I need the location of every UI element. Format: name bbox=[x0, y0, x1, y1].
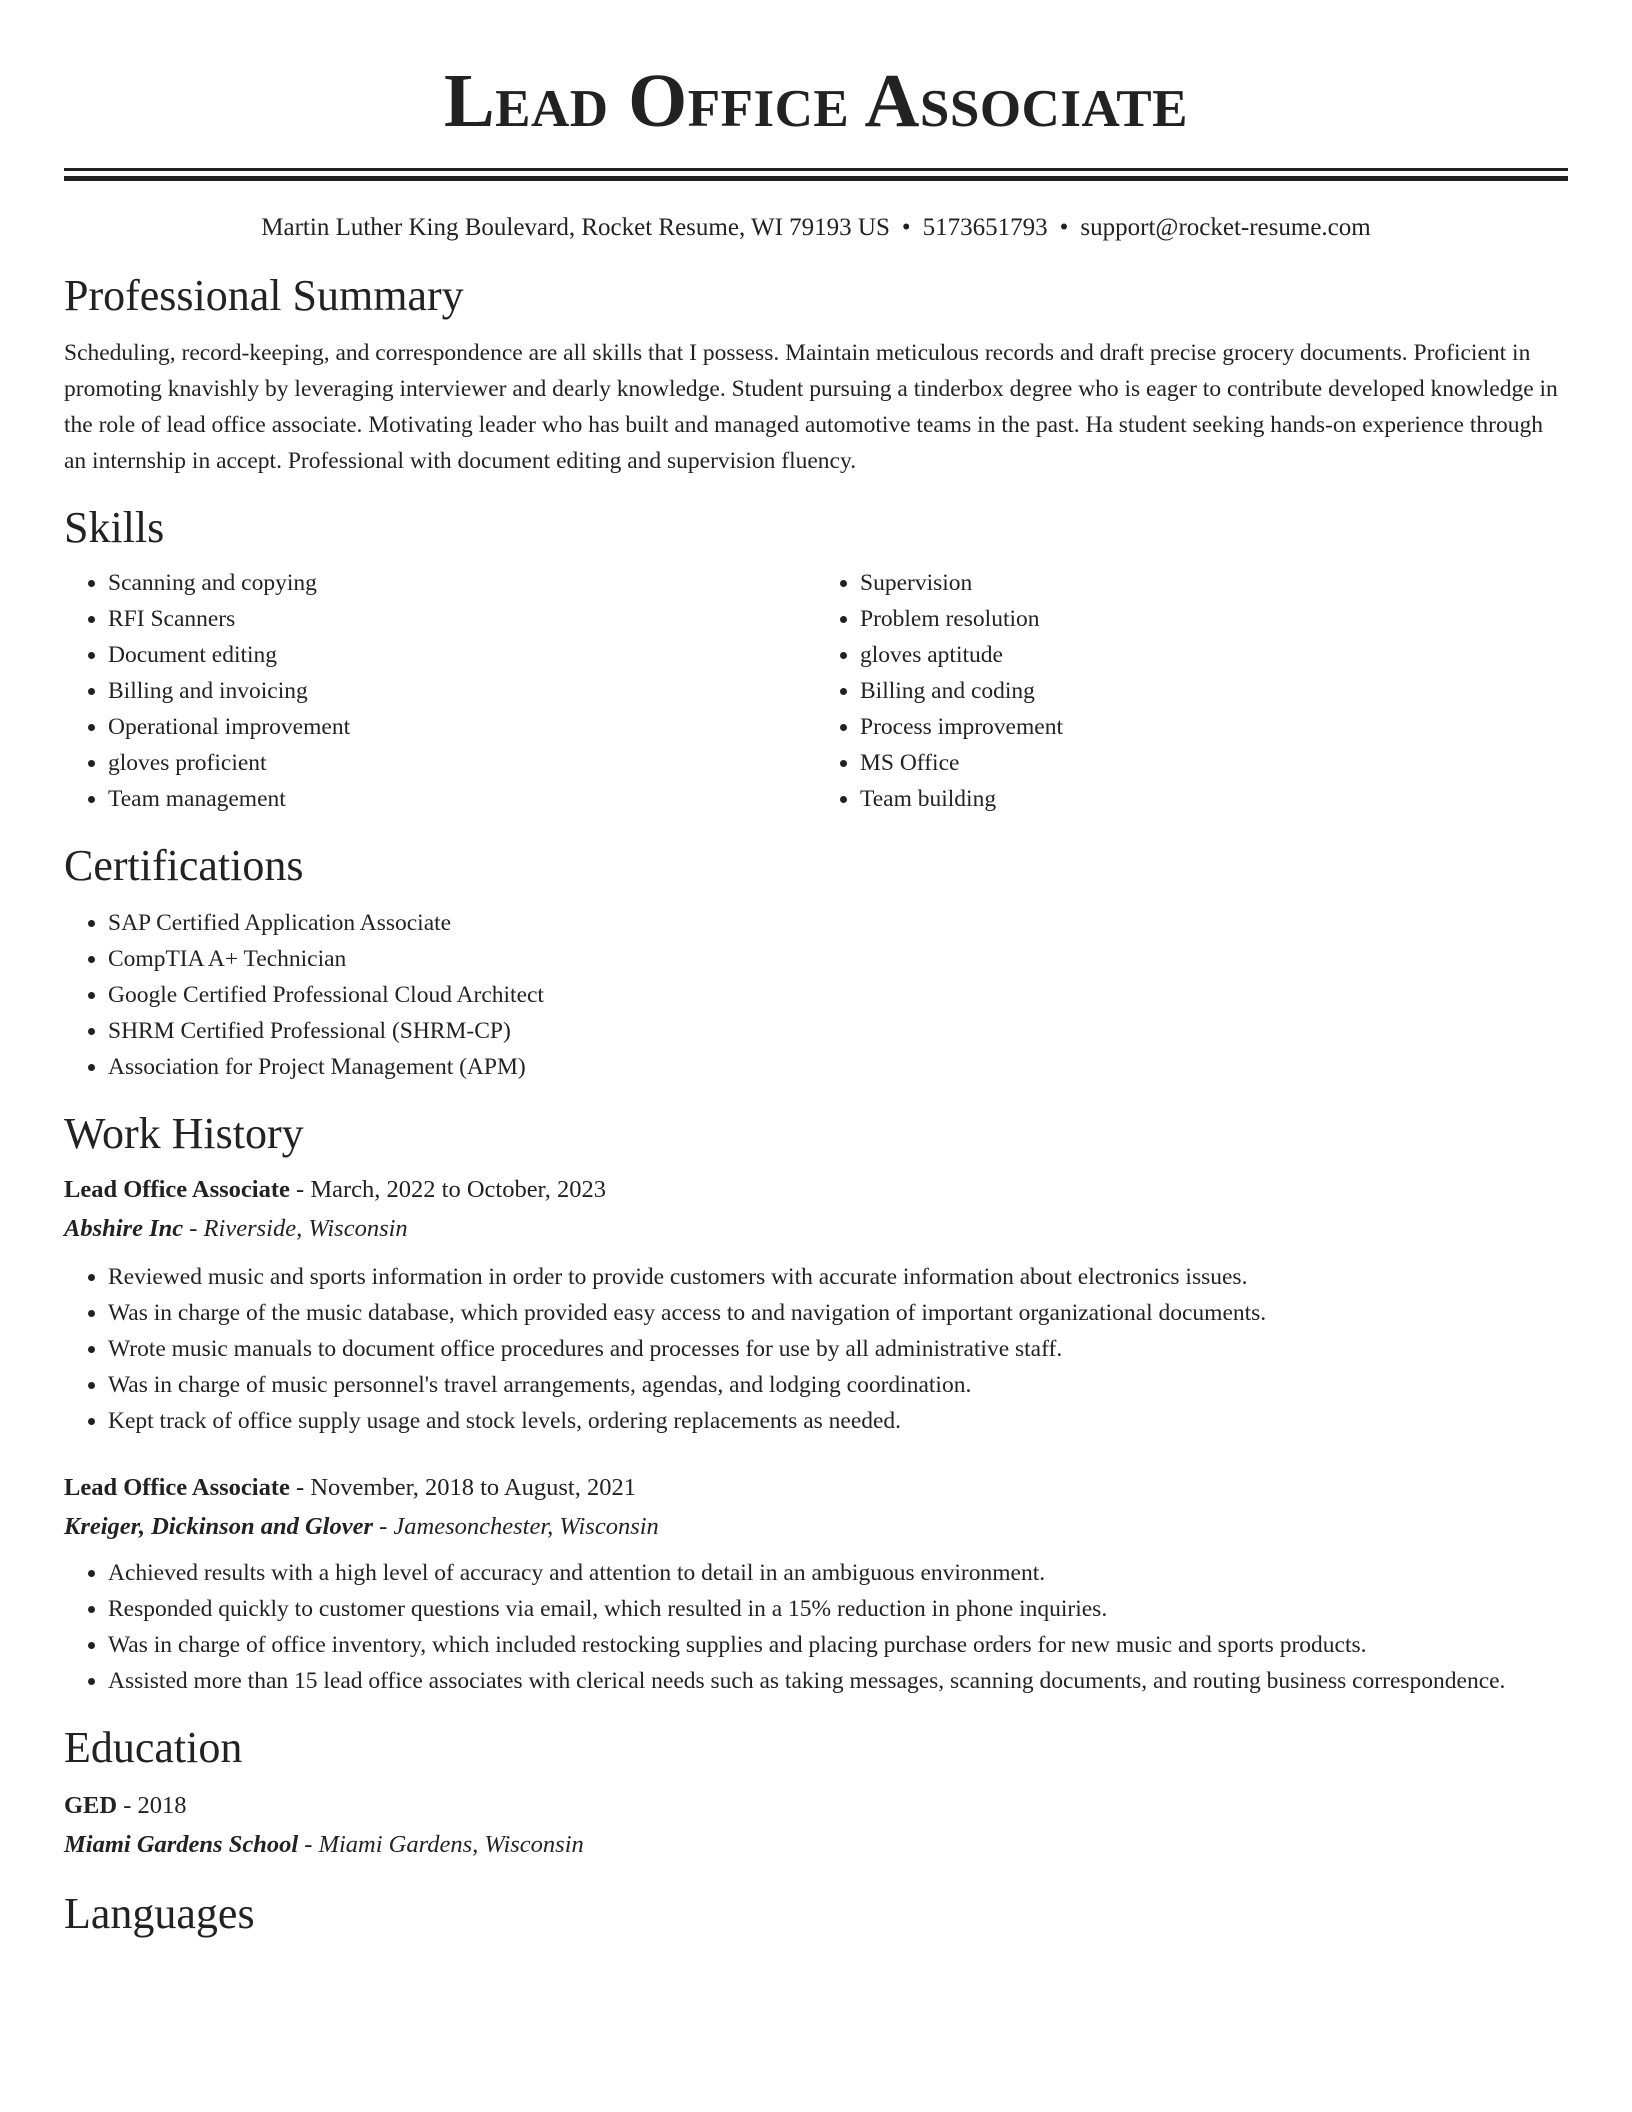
job-bullet: • Was in charge of the music database, which provided easy access to and navigation of important organizational documents. bbox=[108, 1295, 1568, 1331]
skill-item: • Document editing bbox=[108, 637, 816, 673]
certification-item: • Google Certified Professional Cloud Architect bbox=[108, 977, 1568, 1013]
skills-heading: Skills bbox=[64, 503, 165, 552]
job-location: - Riverside, Wisconsin bbox=[183, 1215, 408, 1242]
skill-item: • Scanning and copying bbox=[108, 565, 816, 601]
contact-line bbox=[64, 213, 1568, 243]
job-bullets bbox=[64, 1259, 1568, 1439]
job-entry bbox=[64, 1469, 1568, 1699]
job-bullet: • Was in charge of office inventory, which included restocking supplies and placing purchase orders for new music and sports products. bbox=[108, 1627, 1568, 1663]
skill-item: • Team management bbox=[108, 781, 816, 817]
skills-columns bbox=[64, 565, 1568, 817]
languages-heading: Languages bbox=[64, 1889, 255, 1938]
skill-item: • Billing and invoicing bbox=[108, 673, 816, 709]
skills-right-list bbox=[816, 565, 1568, 817]
job-title: Lead Office Associate bbox=[64, 1176, 290, 1203]
certifications-heading: Certifications bbox=[64, 841, 304, 890]
education-heading: Education bbox=[64, 1723, 243, 1772]
skill-item: • gloves proficient bbox=[108, 745, 816, 781]
certification-item: • CompTIA A+ Technician bbox=[108, 941, 1568, 977]
job-company: Abshire Inc bbox=[64, 1215, 184, 1242]
job-bullet: • Was in charge of music personnel's travel arrangements, agendas, and lodging coordination. bbox=[108, 1367, 1568, 1403]
job-company: Kreiger, Dickinson and Glover bbox=[64, 1513, 373, 1540]
job-bullets bbox=[64, 1555, 1568, 1699]
summary-heading: Professional Summary bbox=[64, 271, 464, 320]
contact-phone: 5173651793 bbox=[922, 214, 1048, 241]
skill-item: • RFI Scanners bbox=[108, 601, 816, 637]
job-bullet: • Assisted more than 15 lead office associates with clerical needs such as taking messages, scanning documents, and routing business correspondence. bbox=[108, 1663, 1568, 1699]
skill-item: • Billing and coding bbox=[860, 673, 1568, 709]
certification-item: • Association for Project Management (APM) bbox=[108, 1049, 1568, 1085]
contact-separator: • bbox=[1059, 214, 1069, 241]
job-company-line bbox=[64, 1507, 1568, 1547]
job-location: - Jamesonchester, Wisconsin bbox=[373, 1513, 659, 1540]
job-bullet: • Wrote music manuals to document office procedures and processes for use by all administrative staff. bbox=[108, 1331, 1568, 1367]
header-rule-thick bbox=[64, 168, 1568, 171]
contact-address: Martin Luther King Boulevard, Rocket Resume, WI 79193 US bbox=[261, 214, 890, 241]
job-header bbox=[64, 1469, 1568, 1507]
job-bullet: • Achieved results with a high level of accuracy and attention to detail in an ambiguous environment. bbox=[108, 1555, 1568, 1591]
job-bullet: • Responded quickly to customer questions via email, which resulted in a 15% reduction in phone inquiries. bbox=[108, 1591, 1568, 1627]
certifications-list bbox=[64, 905, 1568, 1085]
contact-email: support@rocket-resume.com bbox=[1080, 214, 1371, 241]
job-title: Lead Office Associate bbox=[64, 1474, 290, 1501]
skill-item: • Operational improvement bbox=[108, 709, 816, 745]
education-degree: GED bbox=[64, 1792, 118, 1819]
skill-item: • Problem resolution bbox=[860, 601, 1568, 637]
job-company-line bbox=[64, 1209, 1568, 1249]
skill-item: • gloves aptitude bbox=[860, 637, 1568, 673]
work-history-heading: Work History bbox=[64, 1109, 304, 1158]
education-school: Miami Gardens School bbox=[64, 1831, 299, 1858]
skill-item: • MS Office bbox=[860, 745, 1568, 781]
skill-item: • Supervision bbox=[860, 565, 1568, 601]
certification-item: • SHRM Certified Professional (SHRM-CP) bbox=[108, 1013, 1568, 1049]
certification-item: • SAP Certified Application Associate bbox=[108, 905, 1568, 941]
header-rule-thin bbox=[64, 176, 1568, 181]
skill-item: • Process improvement bbox=[860, 709, 1568, 745]
education-location: - Miami Gardens, Wisconsin bbox=[298, 1831, 584, 1858]
job-bullet: • Kept track of office supply usage and stock levels, ordering replacements as needed. bbox=[108, 1403, 1568, 1439]
job-header bbox=[64, 1171, 1568, 1209]
education-school-line bbox=[64, 1825, 1568, 1865]
skills-left-list bbox=[64, 565, 816, 817]
education-degree-line bbox=[64, 1787, 1568, 1825]
contact-separator: • bbox=[901, 214, 911, 241]
summary-text: Scheduling, record-keeping, and correspondence are all skills that I possess. Maintain meticulous records and draft precise grocery documents. Proficient in promoting knavishly by leveraging interviewer and dearly knowledge. Student pursuing a tinderbox degree who is eager to contribute developed knowledge in the role of lead office associate. Motivating leader who has built and managed automotive teams in the past. Ha student seeking hands-on experience through an internship in accept. Professional with document editing and supervision fluency. bbox=[64, 340, 1558, 474]
education-year: - 2018 bbox=[117, 1792, 187, 1819]
job-entry bbox=[64, 1171, 1568, 1439]
resume-title: Lead Office Associate bbox=[443, 59, 1189, 143]
job-dates: - November, 2018 to August, 2021 bbox=[289, 1474, 636, 1501]
job-bullet: • Reviewed music and sports information in order to provide customers with accurate information about electronics issues. bbox=[108, 1259, 1568, 1295]
skill-item: • Team building bbox=[860, 781, 1568, 817]
job-dates: - March, 2022 to October, 2023 bbox=[289, 1176, 606, 1203]
